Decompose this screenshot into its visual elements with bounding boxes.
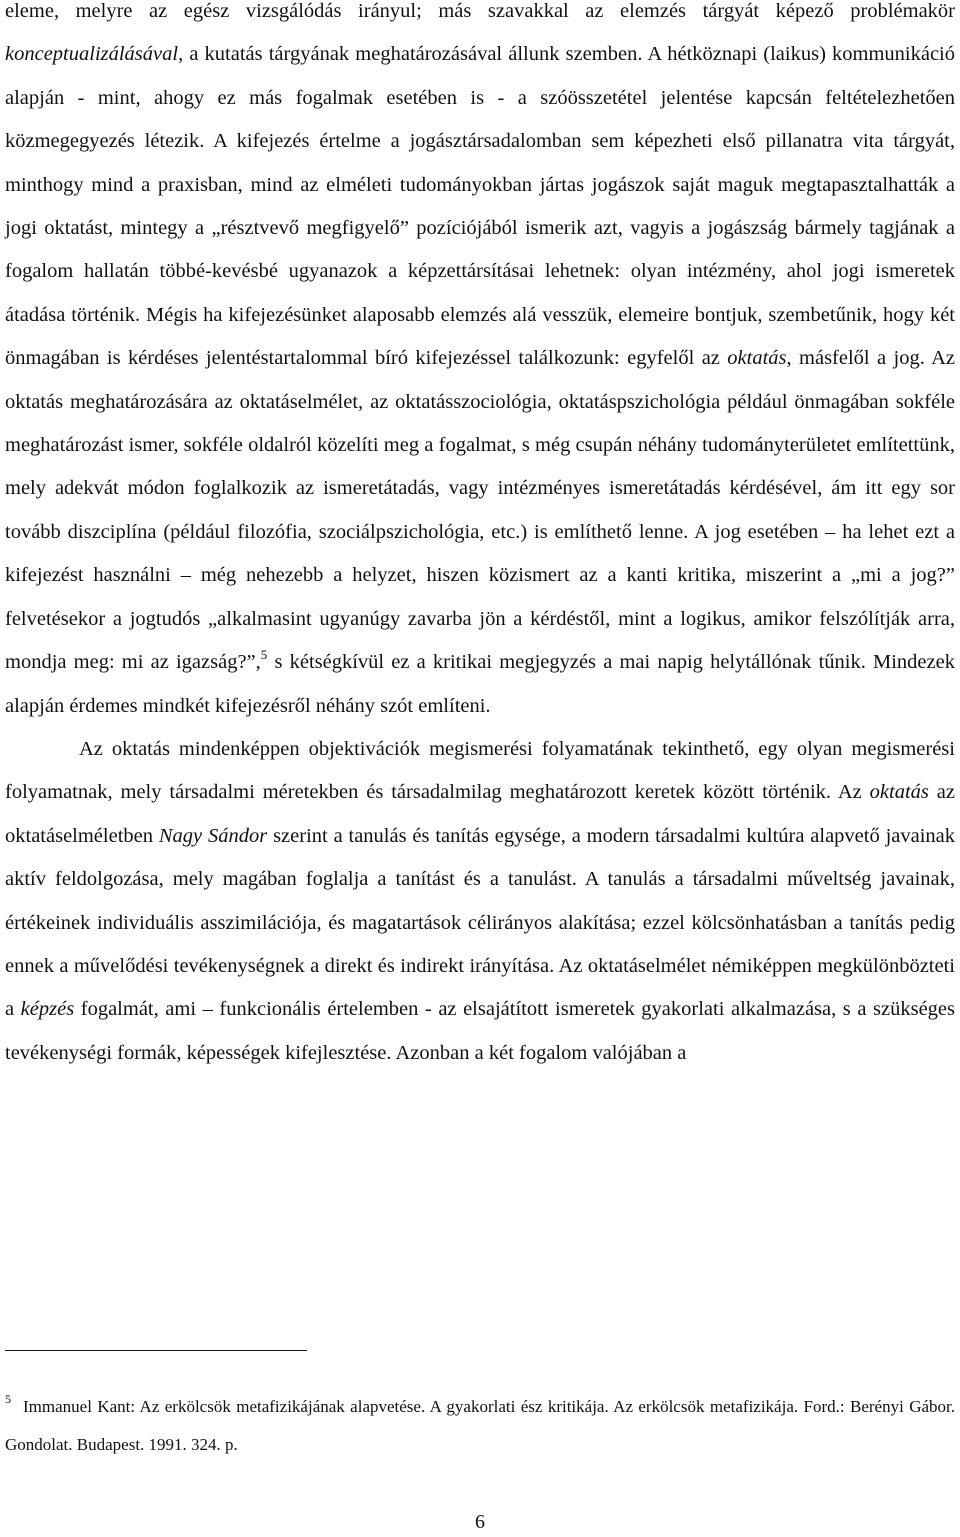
paragraph-2 [5,728,955,1075]
italic-term: oktatás [727,347,787,370]
footnote-separator [5,1350,307,1351]
page-number: 6 [475,1511,485,1533]
footnote-text: Immanuel Kant: Az erkölcsök metafizikájának alapvetése. A gyakorlati ész kritikája. Az erkölcsök metafizikája. Ford.: Berényi Gábor. Gondolat. Budapest. 1991. 324. p. [5,1397,955,1454]
paragraph-2-text: az oktatáselméletben [5,781,955,847]
paragraph-1-text: , a kutatás tárgyának meghatározásával állunk szemben. A hétköznapi (laikus) kommunikáció alapján - mint, ahogy ez más fogalmak esetében is - a szóösszetétel jelentése kapcsán feltételezhetően közmegegyezés létezik. A kifejezés értelme a jogásztársadalomban sem képezheti első pillanatra vita tárgyát, minthogy mind a praxisban, mind az elméleti tudományokban jártas jogászok saját maguk megtapasztalhatták a jogi oktatást, mintegy a „résztvevő megfigyelő” pozíciójából ismerik azt, vagyis a jogászság bármely tagjának a fogalom hallatán többé-kevésbé ugyanazok a képzettársításai lehetnek: olyan intézmény, ahol jogi ismeretek átadása történik. Mégis ha kifejezésünket alaposabb elemzés alá vesszük, elemeire bontjuk, szembetűnik, hogy két önmagában is kérdéses jelentéstartalommal bíró kifejezéssel találkozunk: egyfelől az [5,43,955,370]
paragraph-1-text: , másfelől a jog. Az oktatás meghatározására az oktatáselmélet, az oktatásszociológia, oktatáspszichológia például önmagában sokféle meghatározást ismer, sokféle oldalról közelíti meg a fogalmat, s még csupán néhány tudományterületet említettünk, mely adekvát módon foglalkozik az ismeretátadás, vagy intézményes ismeretátadás kérdésével, ám itt egy sor tovább diszciplína (például filozófia, szociálpszichológia, etc.) is említhető lenne. A jog esetében – ha lehet ezt a kifejezést használni – még nehezebb a helyzet, hiszen közismert az a kanti kritika, miszerint a „mi a jog?” felvetésekor a jogtudós „alkalmasint ugyanúgy zavarba jön a kérdéstől, mint a logikus, amikor felszólítják arra, mondja meg: mi az igazság?”, [5,347,956,674]
footnote-mark: 5 [5,1392,11,1406]
paragraph-2-text: Az oktatás mindenképpen objektivációk megismerési folyamatának tekinthető, egy olyan megismerési folyamatnak, mely társadalmi méretekben és társadalmilag meghatározott keretek között történik. Az [5,737,955,804]
paragraph-2-text: szerint a tanulás és tanítás egysége, a modern társadalmi kultúra alapvető javainak aktív feldolgozása, mely magában foglalja a tanítást és a tanulást. A tanulás a társadalmi műveltség javainak, értékeinek individuális asszimilációja, és magatartások célirányos alakítása; ezzel kölcsönhatásban a tanítás pedig ennek a művelődési tevékenységnek a direkt és indirekt irányítása. Az oktatáselmélet némiképpen megkülönbözteti a [5,824,956,1021]
footnote-reference[interactable]: 5 [260,647,268,663]
italic-term: konceptualizálásával [5,43,179,66]
italic-term: képzés [20,998,75,1021]
italic-term: oktatás [869,781,929,804]
paragraph-1 [5,0,955,728]
footnote [5,1388,955,1464]
document-page [5,0,955,1075]
body-text [5,0,955,1075]
italic-author-name: Nagy Sándor [158,824,268,847]
paragraph-1-text: s kétségkívül ez a kritikai megjegyzés a mai napig helytállónak tűnik. Mindezek alapján érdemes mindkét kifejezésről néhány szót említeni. [5,651,955,717]
paragraph-1-text: eleme, melyre az egész vizsgálódás irányul; más szavakkal az elemzés tárgyát képező problémakör [5,0,955,22]
paragraph-2-text: fogalmát, ami – funkcionális értelemben - az elsajátított ismeretek gyakorlati alkalmazása, s a szükséges tevékenységi formák, képességek kifejlesztése. Azonban a két fogalom valójában a [5,998,955,1064]
